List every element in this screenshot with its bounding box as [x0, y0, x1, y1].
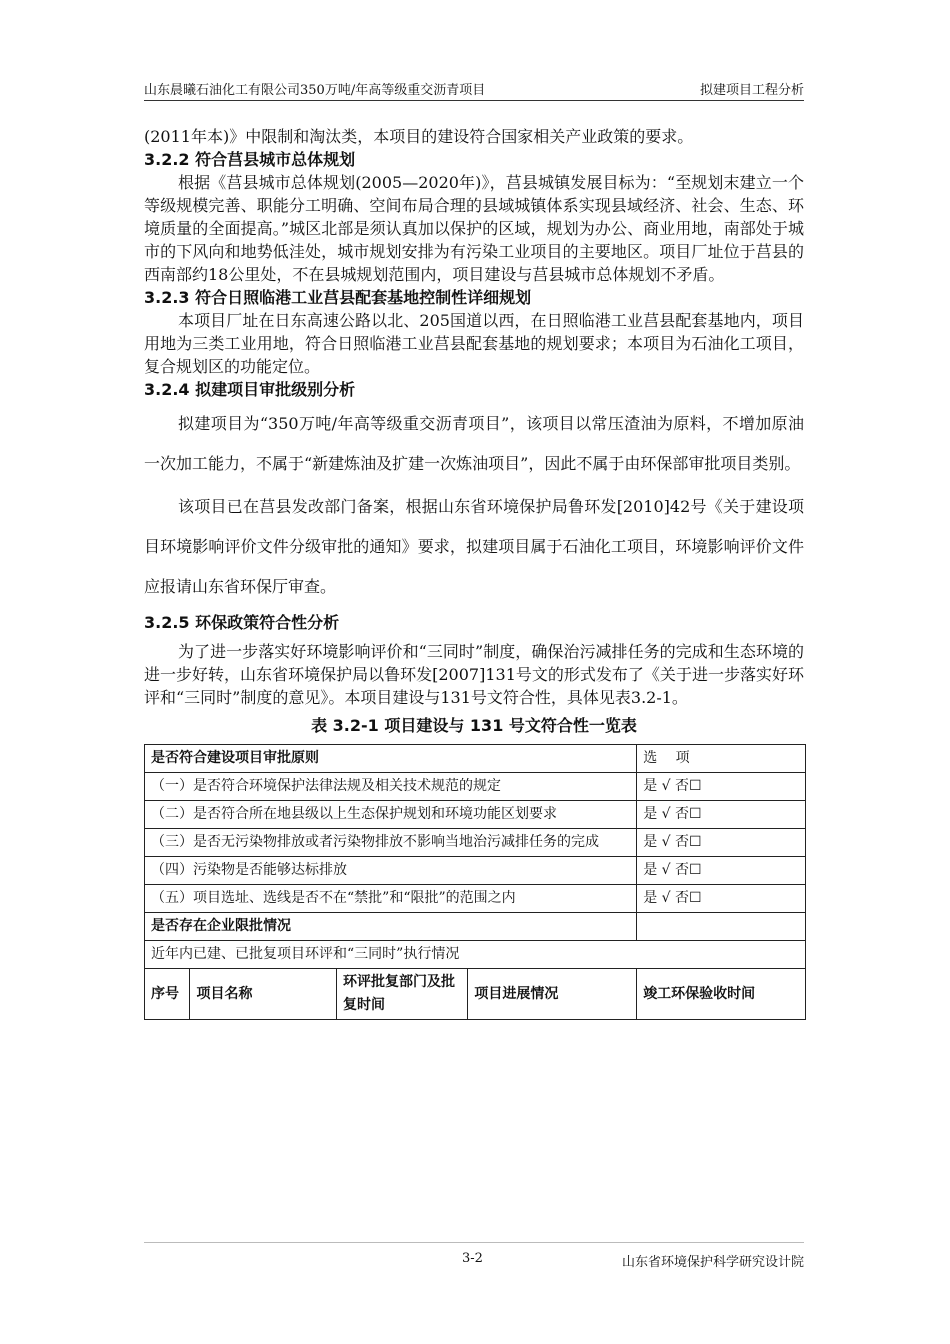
- criterion-option: 是 √ 否☐: [637, 801, 806, 829]
- table-columns-row: [145, 969, 806, 1020]
- paragraph-continued: (2011年本)》中限制和淘汰类，本项目的建设符合国家相关产业政策的要求。: [144, 127, 694, 146]
- table-row: [145, 801, 806, 829]
- criterion-text: （二）是否符合所在地县级以上生态保护规划和环境功能区划要求: [145, 801, 637, 829]
- paragraph-policy: 为了进一步落实好环境影响评价和“三同时”制度，确保治污减排任务的完成和生态环境的进一步好转，山东省环境保护局以鲁环发[2007]131号文的形式发布了《关于进一步落实好环评和“三同时”制度的意见》。本项目建设与131号文符合性，具体见表3.2-1。: [144, 642, 804, 707]
- paragraph-approval-level: 拟建项目为“350万吨/年高等级重交沥青项目”，该项目以常压渣油为原料，不增加原油一次加工能力，不属于“新建炼油及扩建一次炼油项目”，因此不属于由环保部审批项目类别。: [144, 414, 804, 473]
- paragraph-industrial-base: 本项目厂址在日东高速公路以北、205国道以西，在日照临港工业莒县配套基地内，项目用地为三类工业用地，符合日照临港工业莒县配套基地的规划要求；本项目为石油化工项目，复合规划区的功能定位。: [144, 311, 804, 376]
- table-header-row: [145, 745, 806, 773]
- criterion-option: 是 √ 否☐: [637, 885, 806, 913]
- page-header: [144, 78, 804, 101]
- header-title: 山东晨曦石油化工有限公司350万吨/年高等级重交沥青项目: [144, 83, 486, 98]
- table-subsection-row: [145, 941, 806, 969]
- criterion-text: （一）是否符合环境保护法律法规及相关技术规范的规定: [145, 773, 637, 801]
- page-footer: [144, 1242, 804, 1271]
- criterion-text: （三）是否无污染物排放或者污染物排放不影响当地治污减排任务的完成: [145, 829, 637, 857]
- table-row: [145, 857, 806, 885]
- empty-cell: [637, 913, 806, 941]
- section-subtitle: 近年内已建、已批复项目环评和“三同时”执行情况: [145, 941, 806, 969]
- footer-organization: 山东省环境保护科学研究设计院: [621, 1255, 804, 1270]
- section-title: 是否存在企业限批情况: [145, 913, 637, 941]
- criterion-text: （五）项目选址、选线是否不在“禁批”和“限批”的范围之内: [145, 885, 637, 913]
- page-number: 3-2: [462, 1251, 483, 1266]
- table-row: [145, 885, 806, 913]
- heading-3-2-5: 3.2.5 环保政策符合性分析: [144, 613, 340, 632]
- criterion-option: 是 √ 否☐: [637, 773, 806, 801]
- heading-3-2-3: 3.2.3 符合日照临港工业莒县配套基地控制性详细规划: [144, 288, 532, 307]
- paragraph-city-plan: 根据《莒县城市总体规划(2005—2020年)》，莒县城镇发展目标为：“至规划末建立一个等级规模完善、职能分工明确、空间布局合理的县域城镇体系实现县域经济、社会、生态、环境质量的全面提高。”城区北部是须认真加以保护的区域，规划为办公、商业用地，南部处于城市的下风向和地势低洼处，城市规划安排为有污染工业项目的主要地区。项目厂址位于莒县的西南部约18公里处，不在县城规划范围内，项目建设与莒县城市总体规划不矛盾。: [144, 173, 804, 284]
- criterion-text: （四）污染物是否能够达标排放: [145, 857, 637, 885]
- page-content: [144, 125, 804, 1020]
- table-caption: 表 3.2-1 项目建设与 131 号文符合性一览表: [311, 716, 637, 735]
- paragraph-filing: 该项目已在莒县发改部门备案，根据山东省环境保护局鲁环发[2010]42号《关于建设项目环境影响评价文件分级审批的通知》要求，拟建项目属于石油化工项目，环境影响评价文件应报请山东省环保厅审查。: [144, 497, 804, 596]
- col-index: 序号: [145, 969, 190, 1020]
- option-header: 选 项: [637, 745, 806, 773]
- col-acceptance-time: 竣工环保验收时间: [637, 969, 806, 1020]
- principle-header: 是否符合建设项目审批原则: [145, 745, 637, 773]
- heading-3-2-4: 3.2.4 拟建项目审批级别分析: [144, 380, 356, 399]
- col-project-name: 项目名称: [190, 969, 337, 1020]
- col-approval-dept: 环评批复部门及批复时间: [337, 969, 468, 1020]
- table-row: [145, 773, 806, 801]
- heading-3-2-2: 3.2.2 符合莒县城市总体规划: [144, 150, 356, 169]
- col-progress: 项目进展情况: [468, 969, 637, 1020]
- header-section: 拟建项目工程分析: [699, 83, 804, 98]
- compliance-table: [144, 744, 806, 1020]
- criterion-option: 是 √ 否☐: [637, 857, 806, 885]
- table-section-row: [145, 913, 806, 941]
- table-row: [145, 829, 806, 857]
- criterion-option: 是 √ 否☐: [637, 829, 806, 857]
